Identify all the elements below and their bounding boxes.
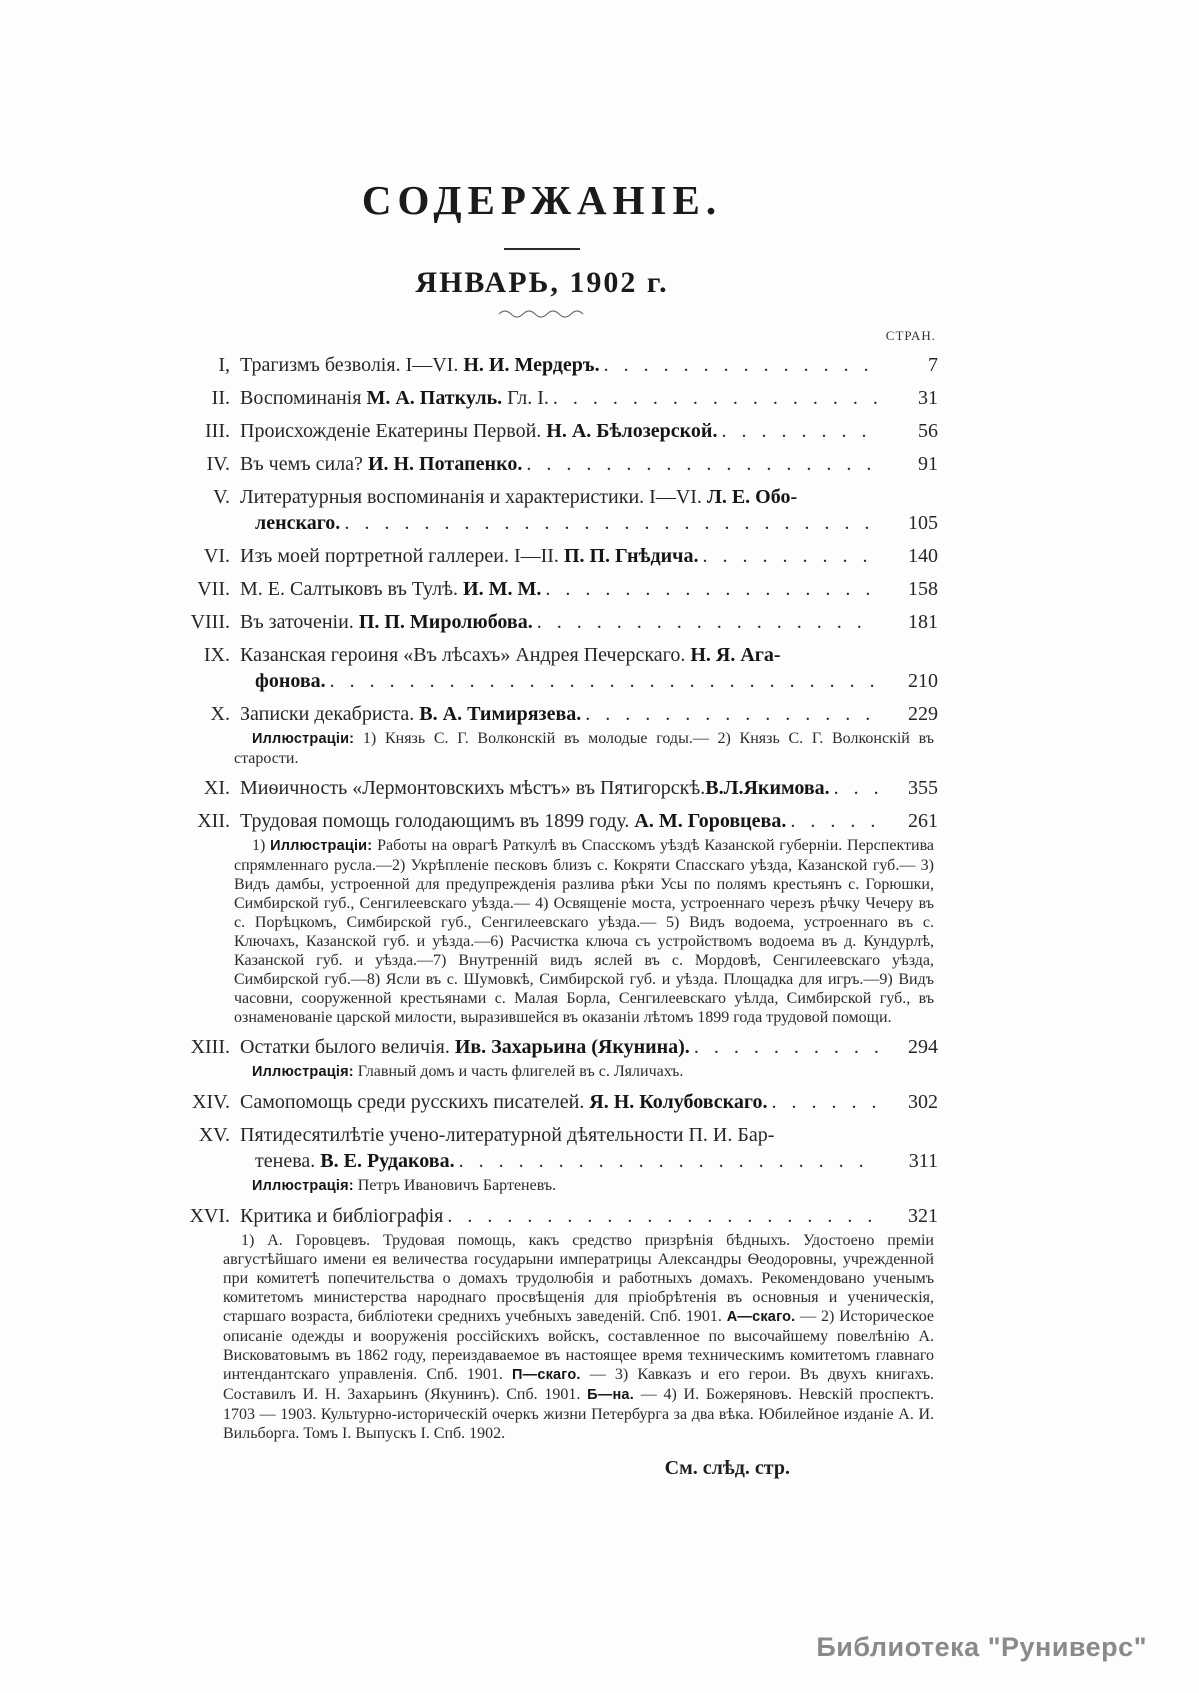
author-name: П. П. Гнѣдича. — [563, 545, 699, 567]
dot-leader — [526, 451, 878, 477]
title-text: Пятидесятилѣтіе учено-литературной дѣятельности П. И. Бар- — [240, 1124, 775, 1146]
entry-number: III. — [205, 420, 230, 442]
entry-title — [240, 352, 600, 378]
dot-leader — [553, 385, 878, 411]
title-text: Изъ моей портретной галлереи. I—II. — [240, 545, 564, 567]
dot-leader — [537, 609, 878, 635]
title-text: Записки декабриста. — [240, 703, 420, 725]
title-text: Самопомощь среди русскихъ писателей. — [240, 1091, 590, 1113]
author-name: П. П. Миролюбова. — [358, 611, 533, 633]
dot-leader — [545, 576, 878, 602]
note-label: Иллюстраціи: — [270, 838, 373, 854]
entry-page-number: 31 — [918, 387, 938, 409]
title-text: Казанская героиня «Въ лѣсахъ» Андрея Печерскаго. — [240, 644, 691, 666]
title-text: Происхожденіе Екатерины Первой. — [240, 420, 547, 442]
entry-title — [240, 609, 533, 635]
dot-leader — [585, 701, 878, 727]
entry-page-number: 105 — [908, 512, 938, 534]
toc-entry — [146, 1089, 938, 1115]
note-label: Иллюстрація: — [252, 1178, 354, 1194]
title-text: Миѳичность «Лермонтовскихъ мѣстъ» въ Пятигорскѣ. — [240, 777, 706, 799]
entry-number: XI. — [203, 777, 230, 799]
dot-leader — [721, 418, 878, 444]
toc-line — [146, 1203, 938, 1229]
dot-leader — [330, 668, 878, 694]
author-name: Ив. Захарьина (Якунина). — [454, 1036, 690, 1058]
title-text: тенева. — [255, 1150, 321, 1172]
entry-note — [234, 836, 934, 1027]
title-text: Литературныя воспоминанія и характеристики. I—VI. — [240, 486, 707, 508]
entry-number: XIV. — [192, 1091, 230, 1113]
toc-entry — [146, 808, 938, 1027]
title-text: Трудовая помощь голодающимъ въ 1899 году. — [240, 810, 635, 832]
entry-note — [223, 1231, 934, 1443]
entry-number: X. — [210, 703, 230, 725]
toc-line — [146, 642, 938, 668]
note-text: — 4) И. Божеряновъ. Невскій проспектъ. 1703 — 1903. Культурно-историческій очеркъ жизни Петербурга за два вѣка. Юбилейное изданіе А. И. Вильборга. Томъ I. Выпускъ I. Спб. 1902. — [223, 1386, 934, 1442]
entry-number: IV. — [206, 453, 230, 475]
dot-leader — [790, 808, 878, 834]
author-name: В. Е. Рудакова. — [320, 1150, 455, 1172]
entry-page-number: 302 — [908, 1091, 938, 1113]
toc-entry — [146, 775, 938, 801]
note-label: Иллюстраціи: — [252, 731, 355, 747]
dot-leader — [459, 1148, 878, 1174]
library-watermark: Библиотека "Руниверс" — [816, 1632, 1147, 1662]
entry-number: XVI. — [189, 1205, 230, 1227]
entry-title — [240, 451, 522, 477]
entry-note — [234, 1176, 934, 1196]
entry-title — [240, 1034, 690, 1060]
toc-line — [146, 808, 938, 834]
note-label: А—скаго. — [726, 1309, 796, 1325]
title-text: Гл. I. — [502, 387, 549, 409]
entry-title — [255, 510, 340, 536]
entry-title — [255, 668, 326, 694]
author-name: ленскаго. — [255, 512, 341, 534]
toc-line — [146, 609, 938, 635]
toc-line — [146, 510, 938, 536]
entry-title — [240, 1203, 443, 1229]
toc-entry — [146, 1203, 938, 1443]
toc-entry — [146, 576, 938, 602]
note-text: Петръ Ивановичъ Бартеневъ. — [353, 1177, 557, 1194]
see-next-page-note: См. слѣд. стр. — [664, 1457, 790, 1479]
entry-title — [240, 418, 717, 444]
author-name: Я. Н. Колубовскаго. — [589, 1091, 768, 1113]
note-text: 1) — [252, 837, 271, 854]
author-name: М. А. Паткуль. — [366, 387, 503, 409]
toc-entry — [146, 543, 938, 569]
entry-number: VII. — [197, 578, 230, 600]
title-text: Остатки былого величія. — [240, 1036, 455, 1058]
toc-entry — [146, 418, 938, 444]
dot-leader — [702, 543, 878, 569]
entry-page-number: 91 — [918, 453, 938, 475]
toc-line — [146, 352, 938, 378]
entry-page-number: 355 — [908, 777, 938, 799]
note-text: 1) Князь С. Г. Волконскій въ молодые годы.— 2) Князь С. Г. Волконскій въ старости. — [234, 730, 934, 767]
note-text: 1) А. Горовцевъ. Трудовая помощь, какъ средство призрѣнія бѣдныхъ. Удостоено преміи августѣйшаго имени ея величества государыни императрицы Александры Ѳеодоровны, учрежденной при комитетѣ попечительства о домахъ трудолюбія и работныхъ домахъ. Рекомендовано ученымъ комитетомъ министерства народнаго просвѣщенія для пріобрѣтенія въ основныя и ученическія, старшаго возраста, библіотеки среднихъ учебныхъ заведеній. Спб. 1901. — [223, 1232, 934, 1325]
dot-leader — [694, 1034, 878, 1060]
entry-title — [240, 1089, 767, 1115]
toc-entry — [146, 451, 938, 477]
entry-number: XII. — [197, 810, 230, 832]
entry-number: XV. — [198, 1124, 230, 1146]
entry-page-number: 181 — [908, 611, 938, 633]
entry-page-number: 158 — [908, 578, 938, 600]
entry-page-number: 210 — [908, 670, 938, 692]
entry-title — [240, 1122, 774, 1148]
note-label: Б—на. — [587, 1387, 634, 1403]
entry-page-number: 56 — [918, 420, 938, 442]
toc-line — [146, 484, 938, 510]
author-name: В.Л.Якимова. — [705, 777, 830, 799]
entry-title — [240, 775, 830, 801]
entry-title — [240, 543, 698, 569]
author-name: фонова. — [255, 670, 326, 692]
entry-number: VIII. — [190, 611, 230, 633]
entry-number: XIII. — [190, 1036, 230, 1058]
note-text: Главный домъ и часть флигелей въ с. Ляличахъ. — [353, 1063, 684, 1080]
title-text: Воспоминанія — [240, 387, 367, 409]
toc-entry — [146, 352, 938, 378]
dot-leader — [604, 352, 878, 378]
entry-number: VI. — [203, 545, 230, 567]
entry-page-number: 229 — [908, 703, 938, 725]
entry-title — [240, 484, 797, 510]
entry-page-number: 261 — [908, 810, 938, 832]
dot-leader — [447, 1203, 878, 1229]
author-name: И. Н. Потапенко. — [367, 453, 523, 475]
toc-line — [146, 701, 938, 727]
dot-leader — [771, 1089, 878, 1115]
author-name: Н. Я. Ага- — [690, 644, 781, 666]
title-divider — [504, 248, 580, 250]
toc-line — [146, 668, 938, 694]
entry-note — [234, 729, 934, 768]
entry-number: I, — [218, 354, 230, 376]
toc-line — [146, 451, 938, 477]
title-text: М. Е. Салтыковъ въ Тулѣ. — [240, 578, 464, 600]
title-text: Въ чемъ сила? — [240, 453, 368, 475]
entry-page-number: 140 — [908, 545, 938, 567]
title-text: Въ заточеніи. — [240, 611, 359, 633]
author-name: А. М. Горовцева. — [634, 810, 787, 832]
author-name: Л. Е. Обо- — [706, 486, 798, 508]
toc-line — [146, 385, 938, 411]
toc-line — [146, 1148, 938, 1174]
page-title: СОДЕРЖАНІЕ. — [361, 177, 723, 223]
toc-entry — [146, 701, 938, 768]
entry-page-number: 311 — [908, 1150, 938, 1172]
entry-page-number: 321 — [908, 1205, 938, 1227]
toc-line — [146, 1122, 938, 1148]
toc-entry — [146, 385, 938, 411]
toc-entry — [146, 1034, 938, 1082]
entry-number: V. — [213, 486, 230, 508]
toc-entries — [146, 352, 938, 1443]
note-text: — 2) Историческое описаніе одежды и вооруженія россійскихъ войскъ, составленное по высочайшему повелѣнію А. Висковатовымъ въ 1862 году, переиздаваемое въ настоящее время техническимъ комитетомъ главнаго интендантскаго управленія. Спб. 1901. — [223, 1308, 934, 1383]
pages-column-header: СТРАН. — [885, 328, 936, 343]
toc-line — [146, 543, 938, 569]
toc-line — [146, 1034, 938, 1060]
entry-title — [240, 576, 541, 602]
entry-title — [240, 808, 786, 834]
entry-page-number: 294 — [908, 1036, 938, 1058]
note-text: — 3) Кавказъ и его герои. Въ двухъ книгахъ. Составилъ И. Н. Захарьинъ (Якунинъ). Спб. 1901. — [223, 1366, 934, 1403]
author-name: Н. И. Мердеръ. — [463, 354, 600, 376]
note-label: Иллюстрація: — [252, 1064, 354, 1080]
note-label: П—скаго. — [512, 1367, 581, 1383]
toc-entry — [146, 1122, 938, 1196]
toc-entry — [146, 484, 938, 536]
entry-note — [234, 1062, 934, 1082]
dot-leader — [344, 510, 878, 536]
entry-title — [255, 1148, 455, 1174]
toc-line — [146, 1089, 938, 1115]
toc-entry — [146, 609, 938, 635]
title-text: Трагизмъ безволія. I—VI. — [240, 354, 464, 376]
entry-title — [240, 701, 581, 727]
entry-title — [240, 385, 549, 411]
table-of-contents — [146, 328, 938, 1443]
entry-page-number: 7 — [928, 354, 938, 376]
toc-line — [146, 576, 938, 602]
title-text: Критика и библіографія — [240, 1205, 444, 1227]
page-header — [146, 0, 938, 318]
author-name: Н. А. Бѣлозерской. — [546, 420, 718, 442]
entry-number: IX. — [203, 644, 230, 666]
author-name: В. А. Тимирязева. — [419, 703, 582, 725]
ornament-squiggle-icon — [496, 308, 588, 318]
entry-title — [240, 642, 781, 668]
issue-heading: ЯНВАРЬ, 1902 г. — [415, 266, 669, 299]
dot-leader — [834, 775, 878, 801]
note-text: Работы на оврагѣ Раткулѣ въ Спасскомъ уѣздѣ Казанской губерніи. Перспектива спрямленнаго русла.—2) Укрѣпленіе песковъ близъ с. Кокряти Спасскаго уѣзда, Казанской губ.— 3) Видъ дамбы, устроенной для предупрежденія разлива рѣки Усы по полямъ крестьянъ с. Горюшки, Симбирской губ., Сенгилеевскаго уѣзда.— 4) Освященіе моста, устроеннаго черезъ рѣчку Чечеру въ с. Порѣцкомъ, Симбирской губ., Сенгилеевскаго уѣзда.— 5) Видъ водоема, устроеннаго въ с. Ключахъ, Казанской губ. и уѣзда.—6) Расчистка ключа съ устройствомъ водоема въ д. Кундурлѣ, Казанской губ. и уѣзда.—7) Внутренній видъ яслей въ с. Мордовѣ, Сенгилеевскаго уѣзда, Симбирской губ.—8) Ясли въ с. Шумовкѣ, Симбирской губ. и уѣзда. Площадка для игръ.—9) Видъ часовни, сооруженной крестьянами с. Малая Борла, Сенгилеевскаго уѣлда, Симбирской губ., въ ознаменованіе царской милости, выразившейся въ оказаніи лѣтомъ 1899 года трудовой помощи. — [234, 837, 935, 1026]
entry-number: II. — [211, 387, 230, 409]
toc-line — [146, 775, 938, 801]
toc-entry — [146, 642, 938, 694]
toc-line — [146, 418, 938, 444]
author-name: И. М. М. — [463, 578, 542, 600]
